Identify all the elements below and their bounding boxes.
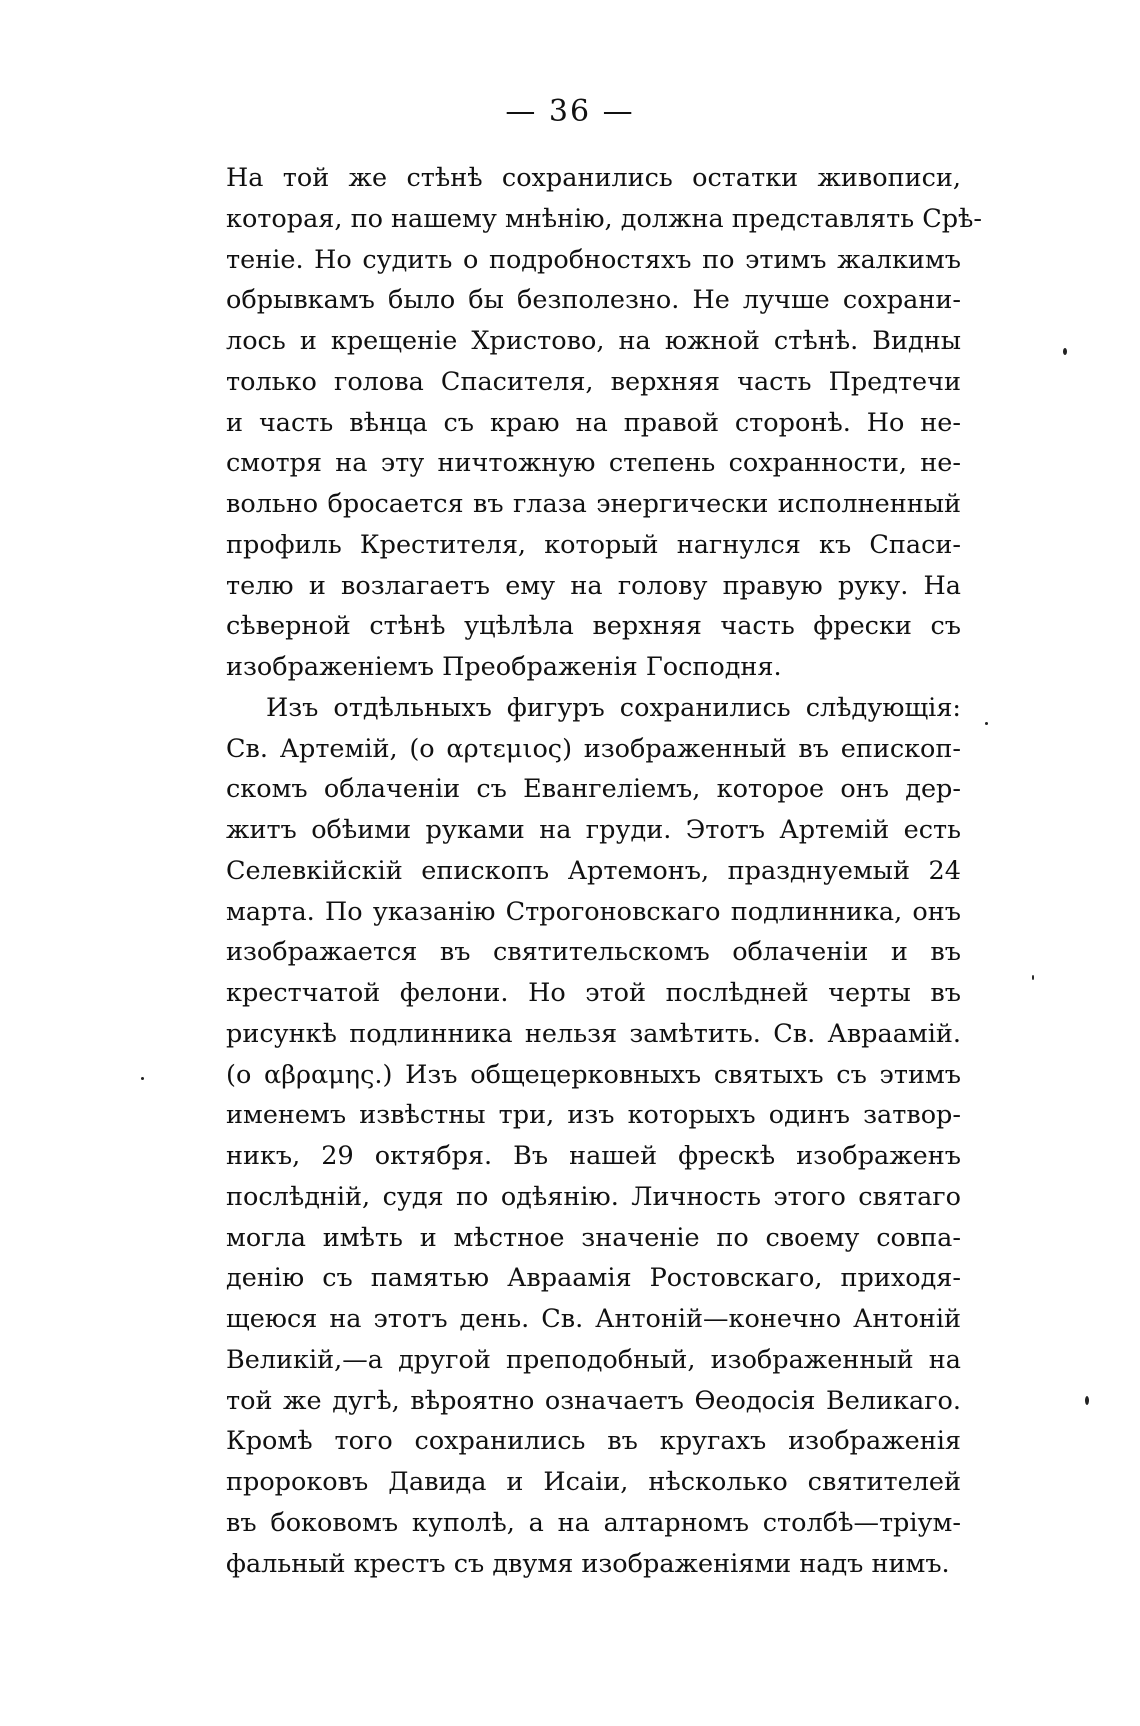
- text-line: той же дугѣ, вѣроятно означаетъ Ѳеодосія Великаго.: [226, 1385, 961, 1416]
- text-line: Великій,—а другой преподобный, изображенный на: [226, 1344, 961, 1375]
- text-line: теніе. Но судить о подробностяхъ по этимъ жалкимъ: [226, 244, 961, 275]
- text-line: лось и крещеніе Христово, на южной стѣнѣ. Видны: [226, 326, 961, 356]
- text-line: смотря на эту ничтожную степень сохранности, не-: [226, 448, 961, 479]
- text-line: щеюся на этотъ день. Св. Антоній—конечно Антоній: [226, 1304, 961, 1334]
- text-line: послѣдній, судя по одѣянію. Личность этого святаго: [226, 1181, 961, 1212]
- text-line: профиль Крестителя, который нагнулся къ Спаси-: [226, 529, 961, 560]
- scan-speck: [1085, 1396, 1089, 1405]
- text-line: въ боковомъ куполѣ, а на алтарномъ столбѣ—тріум-: [226, 1507, 961, 1538]
- text-line: Св. Артемій, (ο αρτεμιος) изображенный въ епископ-: [226, 733, 961, 764]
- text-line: именемъ извѣстны три, изъ которыхъ одинъ затвор-: [226, 1100, 961, 1131]
- text-line: марта. По указанію Строгоновскаго подлинника, онъ: [226, 896, 961, 927]
- text-line: изображается въ святительскомъ облаченіи и въ: [226, 937, 961, 968]
- text-line: только голова Спасителя, верхняя часть Предтечи: [226, 366, 961, 397]
- paragraph-individual-figures: [226, 688, 961, 1585]
- scan-speck: [985, 722, 988, 725]
- scan-speck: [1032, 975, 1034, 980]
- text-line: пророковъ Давида и Исаіи, нѣсколько святителей: [226, 1467, 961, 1497]
- text-line: крестчатой фелони. Но этой послѣдней черты въ: [226, 978, 961, 1008]
- text-line: Кромѣ того сохранились въ кругахъ изображенія: [226, 1426, 961, 1457]
- text-line: сѣверной стѣнѣ уцѣлѣла верхняя часть фрески съ: [226, 611, 961, 642]
- text-line: обрывкамъ было бы безполезно. Не лучше сохрани-: [226, 285, 961, 316]
- text-line: телю и возлагаетъ ему на голову правую руку. На: [226, 570, 961, 601]
- scan-speck: [1063, 348, 1067, 355]
- text-line: Селевкійскій епископъ Артемонъ, празднуемый 24: [226, 855, 961, 886]
- text-line: скомъ облаченіи съ Евангеліемъ, которое онъ дер-: [226, 774, 961, 805]
- text-line: денію съ памятью Авраамія Ростовскаго, приходя-: [226, 1263, 961, 1294]
- text-line: могла имѣть и мѣстное значеніе по своему совпа-: [226, 1222, 961, 1253]
- text-line: никъ, 29 октября. Въ нашей фрескѣ изображенъ: [226, 1141, 961, 1171]
- page-number: — 36 —: [505, 94, 635, 129]
- text-line: вольно бросается въ глаза энергически исполненный: [226, 489, 961, 519]
- text-line: и часть вѣнца съ краю на правой сторонѣ. Но не-: [226, 407, 961, 438]
- text-line: изображеніемъ Преображенія Господня.: [226, 652, 782, 682]
- text-line: На той же стѣнѣ сохранились остатки живописи,: [226, 163, 961, 193]
- scan-speck: [141, 1077, 144, 1080]
- text-line: фальный крестъ съ двумя изображеніями надъ нимъ.: [226, 1548, 950, 1579]
- text-line: Изъ отдѣльныхъ фигуръ сохранились слѣдующія:: [266, 692, 961, 723]
- text-line: рисункѣ подлинника нельзя замѣтить. Св. Авраамій.: [226, 1018, 961, 1049]
- text-line: (ο αβραμης.) Изъ общецерковныхъ святыхъ съ этимъ: [226, 1059, 961, 1090]
- body-text: [226, 158, 983, 1584]
- text-line: житъ обѣими руками на груди. Этотъ Артемій есть: [226, 815, 961, 845]
- text-line: которая, по нашему мнѣнію, должна представлять Срѣ-: [226, 203, 983, 234]
- paragraph-wall-paintings: [226, 158, 983, 688]
